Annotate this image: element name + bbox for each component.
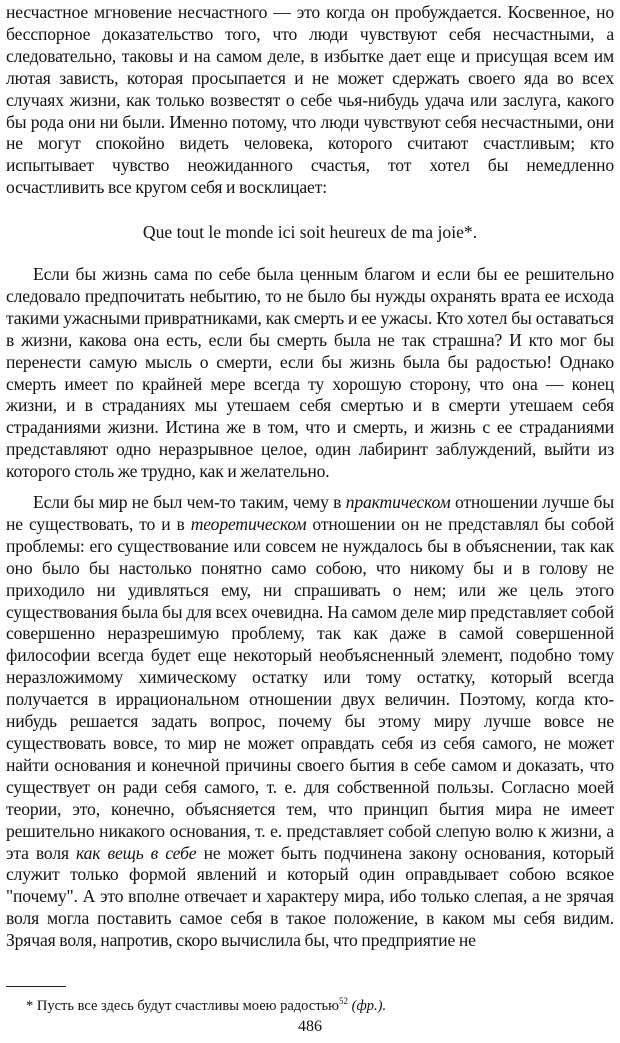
paragraph-3-part-1: Если бы мир не был чем-то таким, чему в [33, 492, 346, 512]
italic-practical: практическом [345, 492, 451, 512]
book-page [6, 0, 614, 1043]
footnote-suffix: (фр.). [348, 997, 387, 1014]
paragraph-3-part-2: отношении лучше бы не существовать, то и в [6, 492, 614, 534]
footnote-reference: 52 [339, 996, 348, 1006]
footnote-divider [6, 986, 66, 987]
paragraph-2: Если бы жизнь сама по себе была ценным благом и если бы ее решительно следовало предпочитать небытию, то не было бы нужды охранять врата ее исхода такими ужасными привратниками, как смерть и ее ужасы. Кто хотел бы оставаться в жизни, какова она есть, если бы смерть была не так страшна? И кто мог бы перенести самую мысль о смерти, если бы жизнь была бы радостью! Однако смерть имеет по крайней мере всегда ту хорошую сторону, что она — конец жизни, и в страданиях мы утешаем себя смертью и в смерти утешаем себя страданиями жизни. Истина же в том, что и смерть, и жизнь с ее страданиями представляют одно неразрывное целое, один лабиринт заблуждений, выйти из которого столь же трудно, как и желательно. [6, 264, 614, 482]
footnote-text: * Пусть все здесь будут счастливы моею радостью [26, 997, 339, 1014]
italic-theoretical: теоретическом [190, 513, 307, 534]
paragraph-3-part-3: отношении он не представлял бы собой проблемы: его существование или совсем не нуждалось бы в объяснении, так как оно было бы настолько понятно само собою, что никому бы и в голову не приходило ни удивляться ему, ни спрашивать о нем; или же цель этого существования была бы для всех очевидна. На самом деле мир представляет собой совершенно неразрешимую проблему, так как даже в самой совершенной философии всегда будет еще некоторый необъясненный элемент, подобно тому неразложимому химическому остатку или тому остатку, который всегда получается в иррациональном отношении двух величин. Поэтому, когда кто-нибудь решается задать вопрос, почему бы этому миру лучше вовсе не существовать вовсе, то мир не может оправдать себя из себя самого, не может найти основания и конечной причины своего бытия в себе самом и доказать, что существует он ради себя самого, т. е. для собственной пользы. Согласно моей теории, это, конечно, объясняется тем, что принцип бытия мира не имеет решительно никакого основания, т. е. представляет собой слепую волю к жизни, а эта воля [6, 513, 614, 863]
page-number: 486 [298, 1018, 322, 1035]
paragraph-1: несчастное мгновение несчастного — это когда он пробуждается. Косвенное, но бесспорное доказательство того, что люди чувствуют себя несчастными, а следовательно, таковы и на самом деле, в избытке дает еще и присущая всем им лютая зависть, которая просыпается и не может сдержать своего яда во всех случаях жизни, как только возвестят о себе чья-нибудь удача или заслуга, какого бы рода они ни были. Именно потому, что люди чувствуют себя несчастными, они не могут спокойно видеть человека, которого считают счастливым; кто испытывает чувство неожиданного счастья, тот хотел бы немедленно осчастливить все кругом себя и восклицает: [6, 2, 614, 198]
italic-thing-in-itself: как вещь в себе [76, 842, 197, 863]
paragraph-3-part-4: не может быть подчинена закону основания, который служит только формой явлений и который один оправдывает собою всякое "почему". А это вполне отвечает и характеру мира, ибо только слепая, а не зрячая воля могла поставить самое себя в такое положение, в каком мы себя видим. Зрячая воля, напротив, скоро вычислила бы, что предприятие не [6, 842, 615, 951]
french-quote: Que tout le monde ici soit heureux de ma joie*. [142, 222, 478, 242]
footnote [26, 992, 606, 1015]
paragraph-3 [6, 492, 614, 952]
